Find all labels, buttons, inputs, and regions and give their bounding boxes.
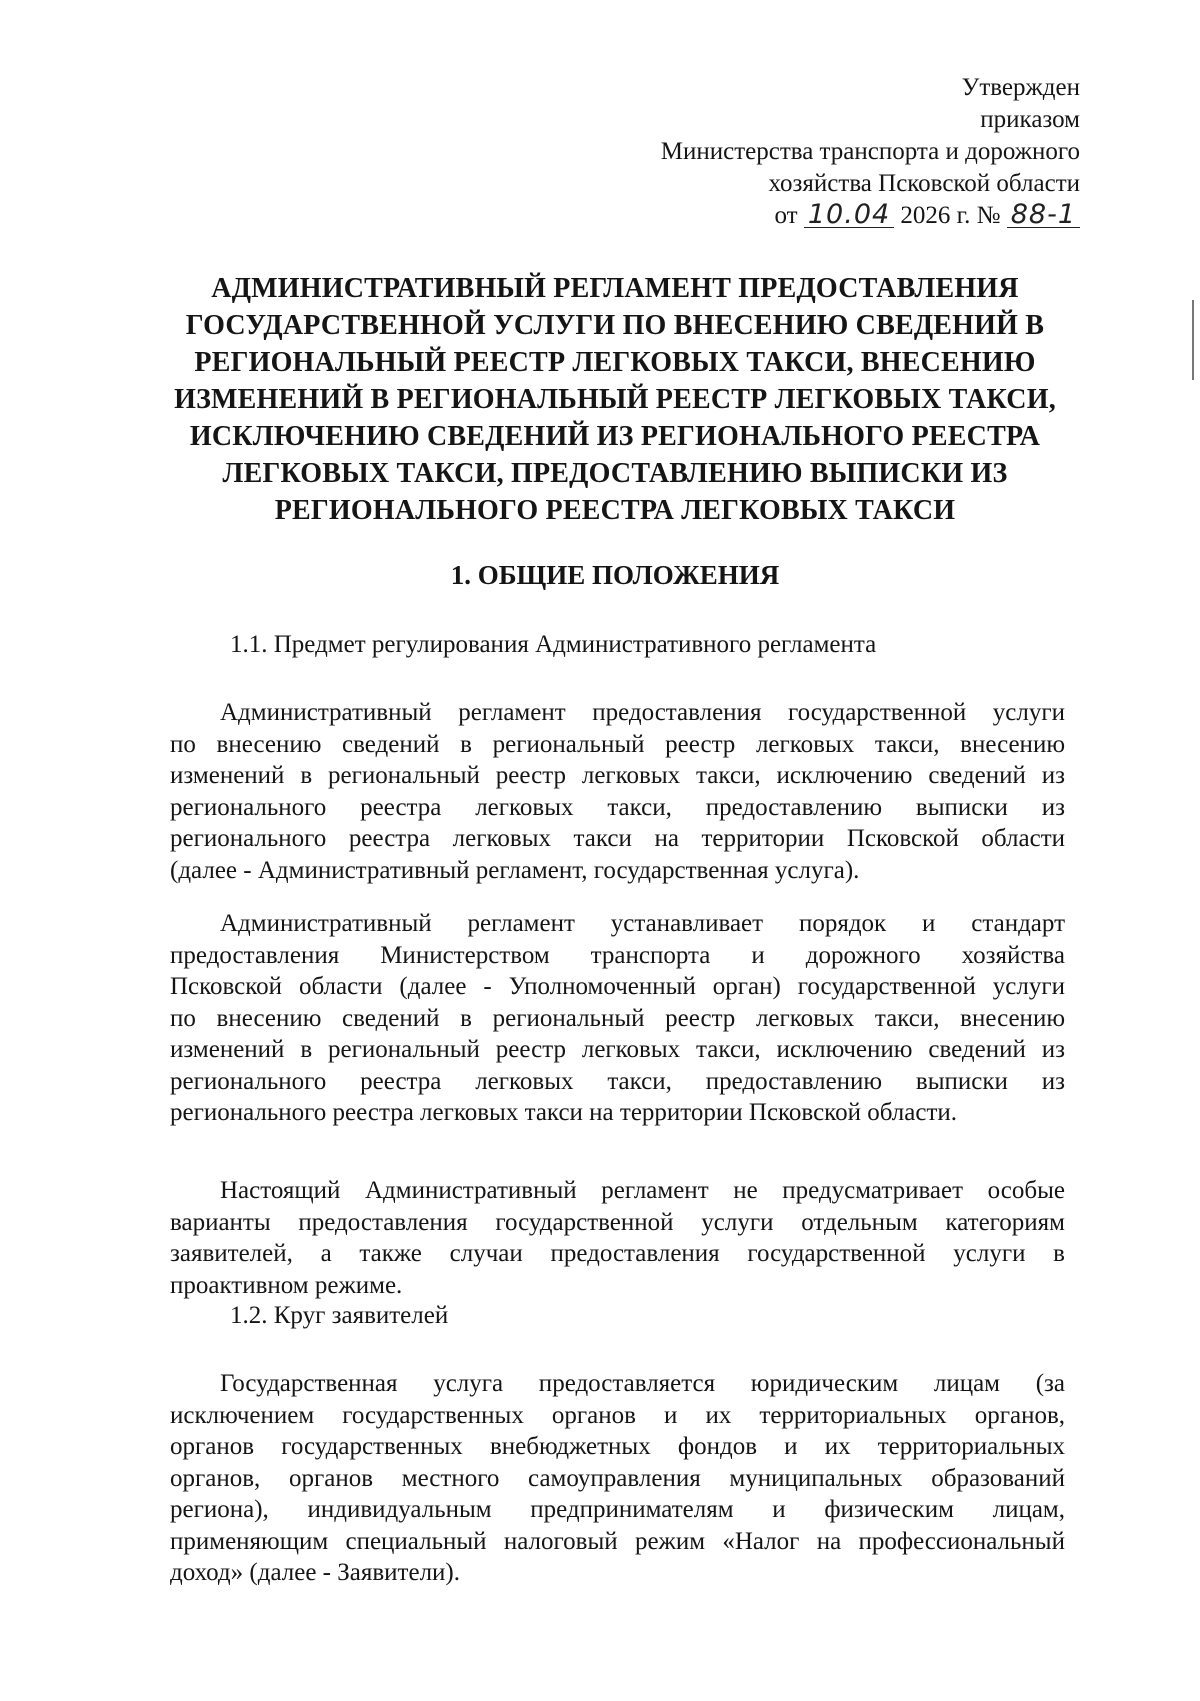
paragraph-line: по внесению сведений в региональный реестр легковых такси, внесению [170, 1004, 1065, 1032]
paragraph-line: (далее - Административный регламент, государственная услуга). [170, 856, 860, 884]
paragraph-line: органов государственных внебюджетных фондов и их территориальных [170, 1433, 1065, 1460]
paragraph-line: Псковской области (далее - Уполномоченный орган) государственной услуги [170, 973, 1065, 1000]
paragraph-line: по внесению сведений в региональный реестр легковых такси, внесению [170, 730, 1065, 758]
title-line: АДМИНИСТРАТИВНЫЙ РЕГЛАМЕНТ ПРЕДОСТАВЛЕНИЯ [211, 273, 1019, 304]
handwritten-date: 10.04 [804, 203, 894, 228]
title-line: ИСКЛЮЧЕНИЮ СВЕДЕНИЙ ИЗ РЕГИОНАЛЬНОГО РЕЕСТРА [189, 421, 1041, 452]
approval-line: Утвержден [961, 74, 1080, 101]
paragraph [170, 697, 1065, 886]
subsection-heading: 1.2. Круг заявителей [230, 1302, 449, 1329]
date-prefix: от [774, 202, 798, 229]
paragraph-line: Административный регламент устанавливает порядок и стандарт [220, 910, 1065, 937]
paragraph-line: регионального реестра легковых такси на территории Псковской области [170, 825, 1065, 852]
title-line: ЛЕГКОВЫХ ТАКСИ, ПРЕДОСТАВЛЕНИЮ ВЫПИСКИ ИЗ [222, 458, 1008, 489]
paragraph [170, 908, 1065, 1129]
paragraph-line: изменений в региональный реестр легковых такси, исключению сведений из [170, 1036, 1065, 1063]
paragraph [170, 1175, 1065, 1301]
scan-edge-mark [1192, 300, 1194, 380]
paragraph-line: проактивном режиме. [170, 1271, 403, 1299]
title-line: РЕГИОНАЛЬНОГО РЕЕСТРА ЛЕГКОВЫХ ТАКСИ [274, 495, 956, 526]
title-line: ГОСУДАРСТВЕННОЙ УСЛУГИ ПО ВНЕСЕНИЮ СВЕДЕНИЙ В [185, 310, 1045, 341]
paragraph-line: региона), индивидуальным предпринимателям и физическим лицам, [170, 1496, 1065, 1523]
approval-block [520, 72, 1080, 232]
paragraph-line: заявителей, а также случаи предоставления государственной услуги в [170, 1240, 1065, 1267]
approval-line: хозяйства Псковской области [768, 170, 1080, 197]
paragraph-line: Государственная услуга предоставляется юридическим лицам (за [220, 1370, 1065, 1397]
paragraph-line: Административный регламент предоставления государственной услуги [220, 699, 1065, 726]
section-heading: 1. ОБЩИЕ ПОЛОЖЕНИЯ [450, 560, 780, 590]
title-line: РЕГИОНАЛЬНЫЙ РЕЕСТР ЛЕГКОВЫХ ТАКСИ, ВНЕСЕНИЮ [194, 347, 1036, 378]
paragraph-line: доход» (далее - Заявители). [170, 1559, 461, 1586]
paragraph-line: изменений в региональный реестр легковых такси, исключению сведений из [170, 762, 1065, 789]
paragraph-line: регионального реестра легковых такси, предоставлению выписки из [170, 793, 1065, 821]
paragraph-line: регионального реестра легковых такси на территории Псковской области. [170, 1099, 958, 1126]
paragraph-line: органов, органов местного самоуправления муниципальных образований [170, 1464, 1065, 1492]
paragraph-line: исключением государственных органов и их территориальных органов, [170, 1401, 1065, 1429]
date-suffix: 2026 г. № [900, 202, 1001, 229]
handwritten-number: 88-1 [1007, 203, 1080, 228]
subsection-heading: 1.1. Предмет регулирования Административного регламента [230, 631, 877, 658]
paragraph-line: Настоящий Административный регламент не предусматривает особые [220, 1177, 1065, 1204]
document-title [170, 270, 1060, 529]
paragraph-line: регионального реестра легковых такси, предоставлению выписки из [170, 1067, 1065, 1095]
paragraph-line: варианты предоставления государственной услуги отдельным категориям [170, 1208, 1065, 1236]
paragraph-line: применяющим специальный налоговый режим «Налог на профессиональный [170, 1527, 1065, 1555]
title-line: ИЗМЕНЕНИЙ В РЕГИОНАЛЬНЫЙ РЕЕСТР ЛЕГКОВЫХ ТАКСИ, [174, 384, 1056, 415]
paragraph [170, 1368, 1065, 1589]
paragraph-line: предоставления Министерством транспорта и дорожного хозяйства [170, 941, 1065, 969]
approval-line: приказом [980, 106, 1080, 133]
approval-line: Министерства транспорта и дорожного [660, 138, 1080, 165]
approval-date-line [520, 200, 1080, 232]
